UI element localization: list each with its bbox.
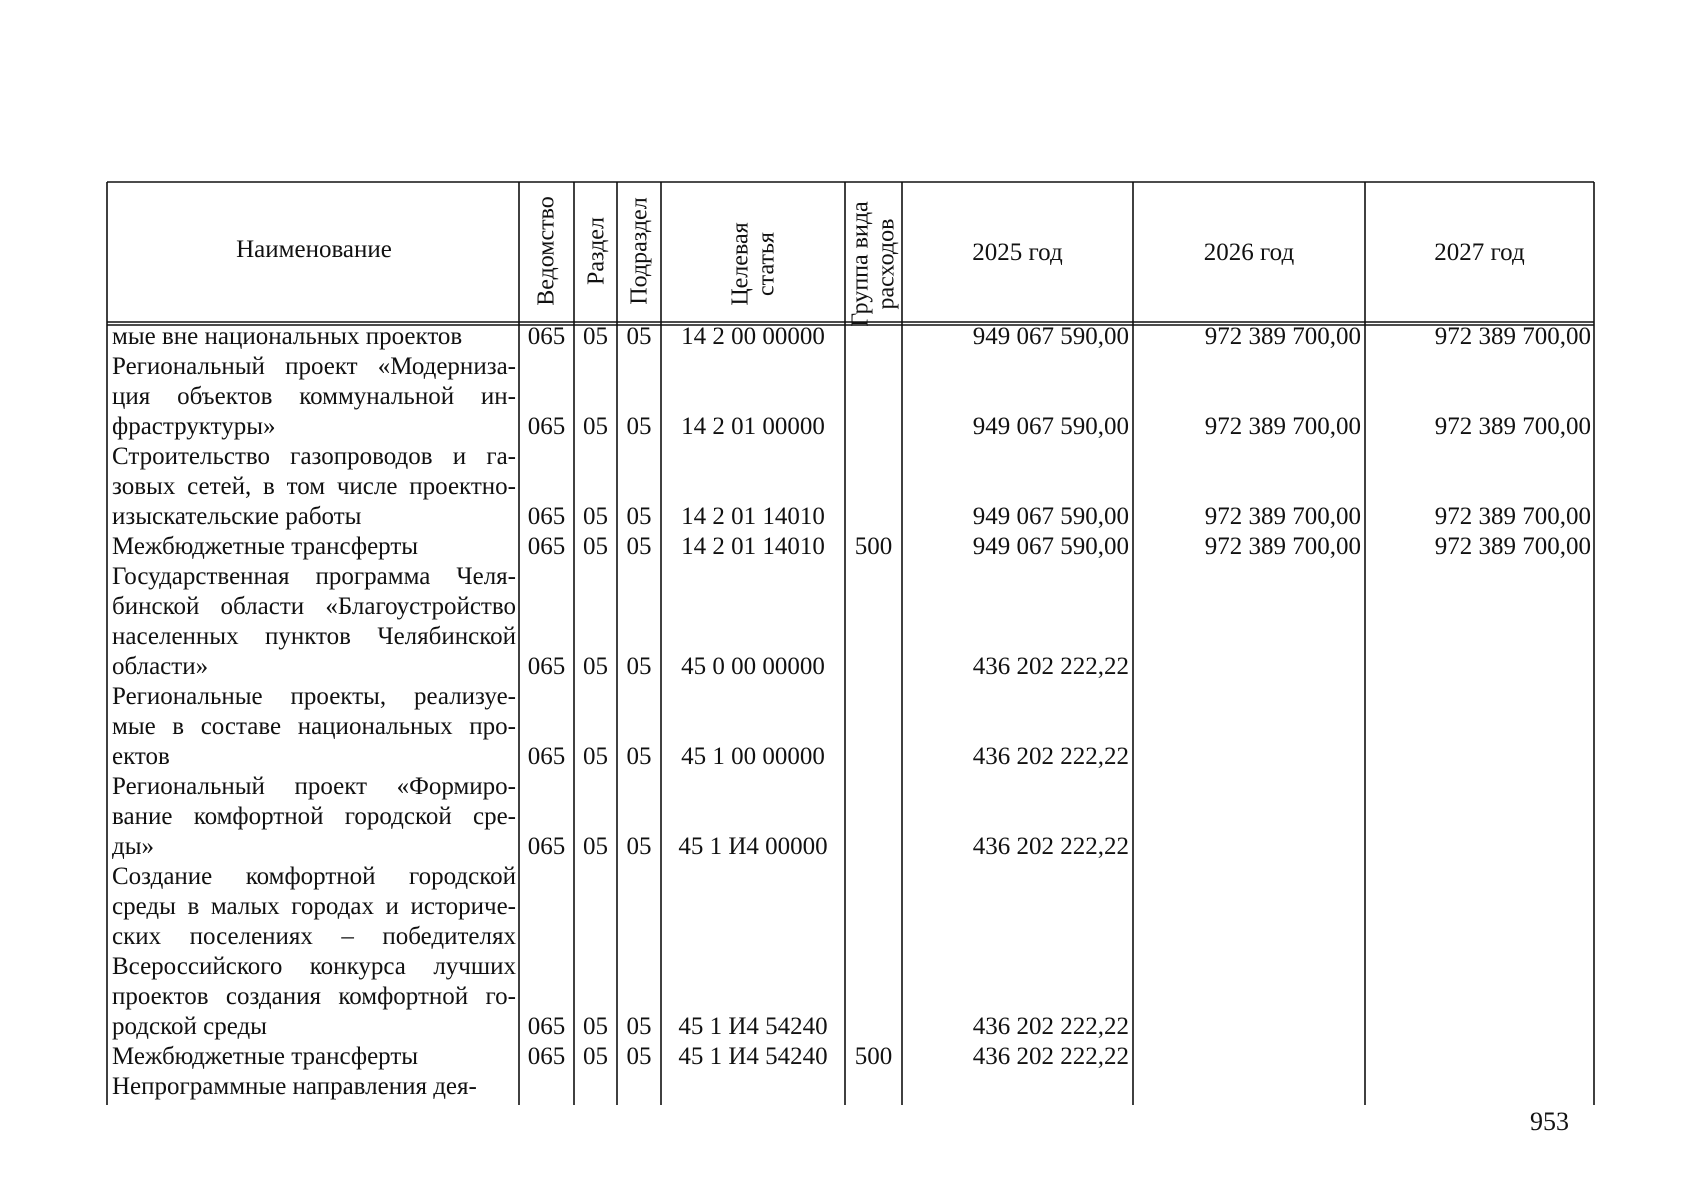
cell-razdel: 05 [583, 1013, 608, 1040]
cell-target: 45 1 И4 54240 [678, 1013, 828, 1040]
row-name [112, 352, 516, 442]
cell-y2025: 436 202 222,22 [972, 833, 1129, 860]
row-name-line: вание комфортной городской сре- [112, 803, 516, 830]
row-name-line: среды в малых городах и историче- [112, 893, 516, 920]
row-name [112, 682, 516, 772]
header-group [848, 191, 900, 338]
row-name-line: бинской области «Благоустройство [112, 593, 516, 620]
cell-ved: 065 [527, 1043, 566, 1070]
cell-group: 500 [854, 1043, 893, 1070]
cell-target: 14 2 01 00000 [681, 413, 825, 440]
row-name-line: изыскательские работы [112, 503, 362, 530]
row-name-line: Строительство газопроводов и га- [112, 443, 516, 470]
cell-podrazdel: 05 [626, 1043, 652, 1070]
row-name-line: ских поселениях – победителях [112, 923, 516, 950]
cell-y2027: 972 389 700,00 [1434, 533, 1591, 560]
row-name [112, 442, 516, 532]
cell-target: 45 1 00 00000 [681, 743, 825, 770]
header-group-line2: расходов [873, 218, 900, 310]
row-name-line: мые вне национальных проектов [112, 323, 463, 350]
row-name-line: Создание комфортной городской [112, 863, 516, 890]
cell-y2025: 949 067 590,00 [972, 323, 1129, 350]
cell-podrazdel: 05 [626, 503, 652, 530]
header-group-line1: Группа вида [847, 201, 874, 327]
cell-ved: 065 [527, 653, 566, 680]
cell-ved: 065 [527, 1013, 566, 1040]
cell-y2026: 972 389 700,00 [1204, 533, 1361, 560]
row-name [112, 1072, 516, 1102]
cell-y2025: 436 202 222,22 [972, 743, 1129, 770]
row-name-line: родской среды [112, 1013, 267, 1040]
header-2026: 2026 год [1203, 239, 1295, 266]
cell-target: 45 0 00 00000 [681, 653, 825, 680]
cell-y2026: 972 389 700,00 [1204, 503, 1361, 530]
cell-ved: 065 [527, 833, 566, 860]
cell-razdel: 05 [583, 1043, 608, 1070]
row-name [112, 772, 516, 862]
cell-y2025: 949 067 590,00 [972, 413, 1129, 440]
row-name-line: ды» [112, 833, 155, 860]
row-name [112, 322, 516, 352]
header-podrazdel: Подраздел [626, 197, 653, 305]
row-name-line: Межбюджетные трансферты [112, 533, 419, 560]
row-name-line: фраструктуры» [112, 413, 276, 440]
cell-razdel: 05 [583, 743, 608, 770]
cell-podrazdel: 05 [626, 413, 652, 440]
cell-y2027: 972 389 700,00 [1434, 323, 1591, 350]
cell-target: 14 2 01 14010 [681, 533, 825, 560]
row-name-line: Всероссийского конкурса лучших [112, 953, 516, 980]
cell-razdel: 05 [583, 413, 608, 440]
cell-y2025: 949 067 590,00 [972, 533, 1129, 560]
header-razdel: Раздел [583, 217, 610, 285]
row-name-line: мые в составе национальных про- [112, 713, 516, 740]
page-number: 953 [1530, 1107, 1569, 1136]
cell-y2025: 436 202 222,22 [972, 1013, 1129, 1040]
row-name [112, 562, 516, 682]
cell-podrazdel: 05 [626, 833, 652, 860]
row-name-line: зовых сетей, в том числе проектно- [112, 473, 516, 500]
cell-y2026: 972 389 700,00 [1204, 413, 1361, 440]
header-vedomstvo: Ведомство [533, 196, 560, 306]
cell-razdel: 05 [583, 653, 608, 680]
row-name-line: ектов [112, 743, 170, 770]
row-name [112, 862, 516, 1042]
cell-y2026: 972 389 700,00 [1204, 323, 1361, 350]
cell-target: 45 1 И4 54240 [678, 1043, 828, 1070]
cell-target: 14 2 00 00000 [681, 323, 825, 350]
cell-y2025: 436 202 222,22 [972, 1043, 1129, 1070]
cell-ved: 065 [527, 533, 566, 560]
header-2027: 2027 год [1434, 239, 1525, 266]
cell-y2025: 949 067 590,00 [972, 503, 1129, 530]
row-name-line: Непрограммные направления дея- [112, 1073, 477, 1100]
row-name-line: ция объектов коммунальной ин- [112, 383, 516, 410]
header-name: Наименование [236, 236, 392, 263]
cell-ved: 065 [527, 323, 566, 350]
row-name-line: Государственная программа Челя- [112, 563, 516, 590]
cell-razdel: 05 [583, 533, 608, 560]
row-name-line: Региональный проект «Модерниза- [112, 353, 516, 380]
cell-ved: 065 [527, 743, 566, 770]
cell-group: 500 [854, 533, 893, 560]
cell-razdel: 05 [583, 833, 608, 860]
row-name-line: Межбюджетные трансферты [112, 1043, 419, 1070]
cell-razdel: 05 [583, 323, 608, 350]
cell-podrazdel: 05 [626, 533, 652, 560]
header-2025: 2025 год [972, 239, 1063, 266]
cell-y2027: 972 389 700,00 [1434, 503, 1591, 530]
row-name [112, 1042, 516, 1072]
cell-ved: 065 [527, 413, 566, 440]
row-name-line: области» [112, 653, 209, 680]
cell-podrazdel: 05 [626, 743, 652, 770]
cell-y2025: 436 202 222,22 [972, 653, 1129, 680]
cell-podrazdel: 05 [626, 323, 652, 350]
cell-podrazdel: 05 [626, 1013, 652, 1040]
cell-razdel: 05 [583, 503, 608, 530]
header-target-line1: Целевая [727, 222, 754, 306]
row-name-line: Региональные проекты, реализуе- [112, 683, 516, 710]
row-name-line: населенных пунктов Челябинской [112, 623, 516, 650]
row-name-line: проектов создания комфортной го- [112, 983, 516, 1010]
header-target-line2: статья [753, 232, 780, 296]
row-name-line: Региональный проект «Формиро- [112, 773, 516, 800]
header-target [728, 191, 780, 338]
cell-podrazdel: 05 [626, 653, 652, 680]
cell-y2027: 972 389 700,00 [1434, 413, 1591, 440]
cell-ved: 065 [527, 503, 566, 530]
cell-target: 14 2 01 14010 [681, 503, 825, 530]
cell-target: 45 1 И4 00000 [678, 833, 828, 860]
row-name [112, 532, 516, 562]
